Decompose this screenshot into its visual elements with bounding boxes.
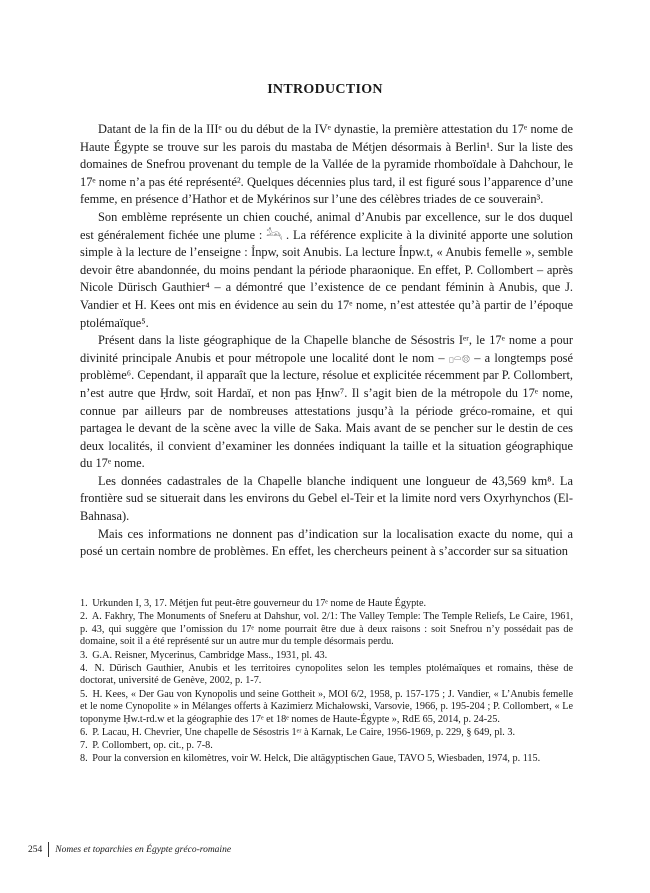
footnote bbox=[80, 727, 573, 740]
paragraph: Datant de la fin de la IIIᵉ ou du début de la IVᵉ dynastie, la première attestation du 17ᵉ nome de Haute Égypte se trouve sur les parois du mastaba de Métjen désormais à Berlin¹. Sur la liste des domaines de Snefrou provenant du temple de la Vallée de la pyramide rhomboïdale à Dahchour, le 17ᵉ nome n’a pas été représenté². Quelques décennies plus tard, il est figuré sous l’apparence d’une femme, en présence d’Hathor et de Mykérinos sur l’une des célèbres triades de ce souverain³. bbox=[80, 122, 573, 207]
footnote bbox=[80, 650, 573, 663]
footnote-text: A. Fakhry, The Monuments of Sneferu at Dahshur, vol. 2/1: The Valley Temple: The Temple Reliefs, Le Caire, 1961, p. 43, qui suggère que l’omission du 17ᵉ nome pourrait être due à deux raisons : soit Snefrou n’y possédait pas de domaine, soit il a été représenté sur un autre mur du temple désormais perdu. bbox=[80, 611, 573, 648]
footnote bbox=[80, 663, 573, 688]
footnote-text: P. Collombert, op. cit., p. 7-8. bbox=[92, 740, 213, 752]
footnote-text: Urkunden I, 3, 17. Métjen fut peut-être gouverneur du 17ᵉ nome de Haute Égypte. bbox=[92, 598, 427, 609]
paragraph: Les données cadastrales de la Chapelle blanche indiquent une longueur de 43,569 km⁸. La frontière sud se situerait dans les environs du Gebel el-Teir et la limite nord vers Oxyrhynchos (El-Bahnasa). bbox=[80, 473, 573, 524]
footnote bbox=[80, 753, 573, 766]
paragraph: Présent dans la liste géographique de la Chapelle blanche de Sésostris Iᵉʳ, le 17ᵉ nome a pour divinité principale Anubis et pour métropole une localité dont le nom – 𓊪𓏏𓊖 – a longtemps posé problème⁶. Cependant, il apparaît que la lecture, résolue et explicitée récemment par P. Collombert, n’est autre que Ḥrdw, soit Hardaï, et non pas Ḥnw⁷. Il s’agit bien de la métropole du 17ᵉ nome, connue par ailleurs par de nombreuses attestations jusqu’à la période gréco-romaine, et qui partagea le devant de la scène avec la ville de Saka. Mais avant de se pencher sur le destin de ces deux localités, il convient d’examiner les données indiquant la taille et la situation géographique du 17ᵉ nome. bbox=[80, 333, 573, 471]
paragraph: Mais ces informations ne donnent pas d’indication sur la localisation exacte du nome, qui a posé un certain nombre de problèmes. En effet, les chercheurs peinent à s’accorder sur sa situation bbox=[80, 526, 573, 559]
footnote-text: H. Kees, « Der Gau von Kynopolis und seine Gottheit », MOI 6/2, 1958, p. 157-175 ; J. Vandier, « L’Anubis femelle et le nome Cynopolite » in Mélanges offerts à Kazimierz Michałowski, Varsovie, 1966, p. 195-204 ; P. Collombert, « Le toponyme Ḥw.t-rd.w et la géographie des 17ᵉ et 18ᵉ nomes de Haute-Égypte », RdE 65, 2014, p. 24-25. bbox=[80, 688, 574, 725]
footnote-number: 5. bbox=[80, 688, 88, 700]
footnote-text: P. Lacau, H. Chevrier, Une chapelle de Sésostris 1ᵉʳ à Karnak, Le Caire, 1956-1969, p. 229, § 649, pl. 3. bbox=[92, 726, 516, 738]
footnote-number: 3. bbox=[80, 649, 88, 661]
footnote-number: 1. bbox=[80, 598, 88, 609]
paragraph: Son emblème représente un chien couché, animal d’Anubis par excellence, sur le dos duquel est généralement fichée une plume : 𓃢 . La référence explicite à la divinité apporte une solution simple à la lecture de l’enseigne : Ỉnpw, soit Anubis. La lecture Ỉnpw.t, « Anubis femelle », semble devoir être abandonnée, du moins pendant la période pharaonique. En effet, P. Collombert – après Nicole Dürisch Gauthier⁴ – a démontré que l’existence de ce pendant féminin à Anubis, que J. Vandier et H. Kees ont mis en évidence au sein du 17ᵉ nome, n’est attestée qu’à partir de l’époque ptolémaïque⁵. bbox=[80, 209, 573, 330]
footnote bbox=[80, 598, 573, 611]
footnotes bbox=[80, 598, 573, 766]
footnote-number: 4. bbox=[80, 662, 88, 674]
footnote-number: 8. bbox=[80, 753, 88, 765]
footnote bbox=[80, 689, 573, 727]
page-number: 254 bbox=[28, 844, 43, 855]
running-title: Nomes et toparchies en Égypte gréco-romaine bbox=[55, 844, 232, 855]
page-footer bbox=[28, 842, 231, 857]
footnote-text: Pour la conversion en kilomètres, voir W. Helck, Die altägyptischen Gaue, TAVO 5, Wiesbaden, 1974, p. 115. bbox=[92, 753, 541, 765]
footnote-number: 6. bbox=[80, 726, 88, 738]
body-text bbox=[80, 121, 573, 561]
footnote-text: G.A. Reisner, Mycerinus, Cambridge Mass., 1931, pl. 43. bbox=[92, 649, 328, 661]
footnote-text: N. Dürisch Gauthier, Anubis et les territoires cynopolites selon les temples ptolémaïques et romains, thèse de doctorat, université de Genève, 2002, p. 1-7. bbox=[80, 662, 573, 687]
footnote-number: 7. bbox=[80, 740, 88, 752]
footnote-number: 2. bbox=[80, 611, 88, 623]
footer-divider bbox=[48, 842, 49, 857]
footnote bbox=[80, 740, 573, 753]
page-title: INTRODUCTION bbox=[267, 82, 383, 97]
footnote bbox=[80, 611, 573, 649]
